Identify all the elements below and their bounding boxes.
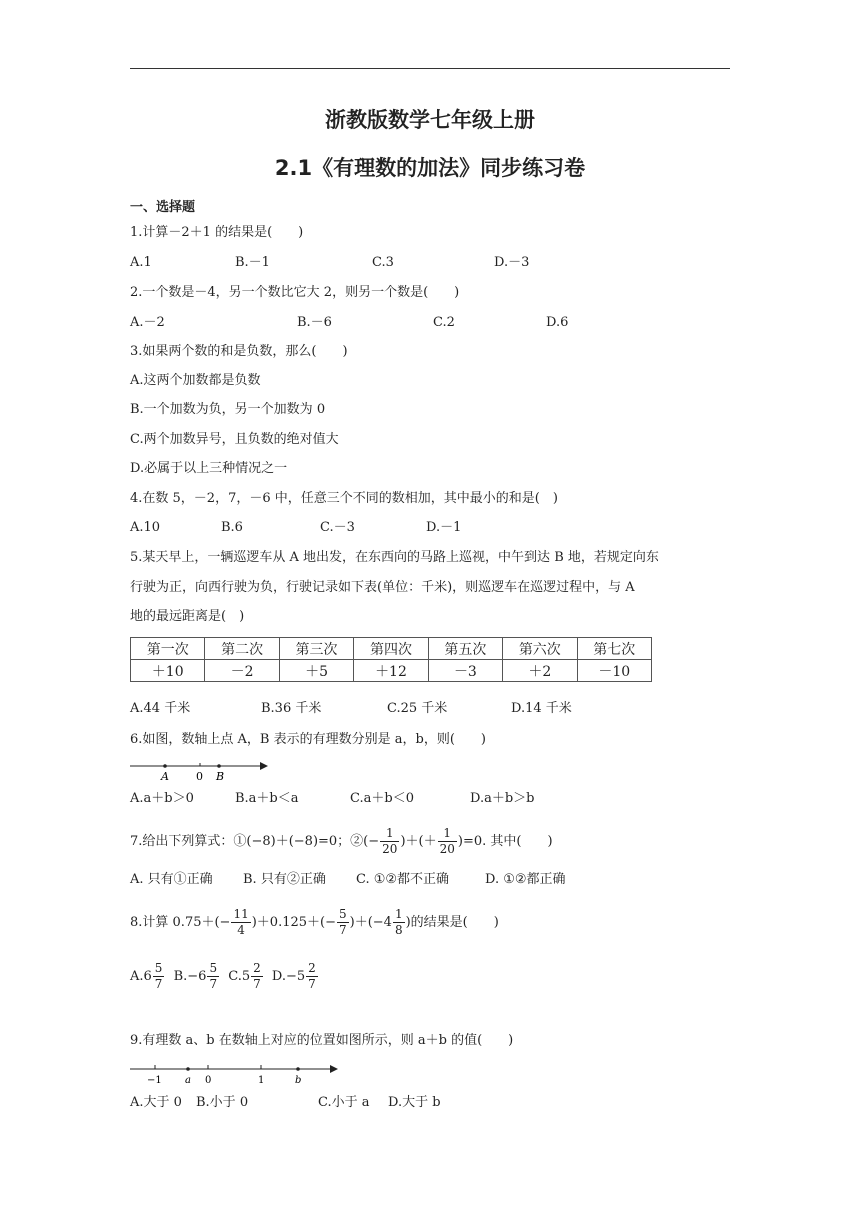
q4-option-a: A.10: [130, 520, 161, 535]
q7-option-d: D. ①②都正确: [485, 872, 566, 887]
denominator: 20: [439, 842, 455, 856]
q1-option-c: C.3: [372, 255, 394, 270]
q1-option-d: D.－3: [494, 255, 530, 270]
fraction: [207, 961, 219, 992]
table-header-cell: 第一次: [131, 638, 205, 660]
q5-option-c: C.25 千米: [387, 701, 448, 716]
numerator: 1: [438, 826, 457, 842]
q5-option-a: A.44 千米: [130, 701, 191, 716]
question-5-line-2: 行驶为正，向西行驶为负，行驶记录如下表(单位：千米)，则巡逻车在巡逻过程中，与 A: [130, 580, 635, 595]
fraction: [380, 826, 399, 857]
table-header-cell: 第五次: [428, 638, 502, 660]
q9-option-d: D.大于 b: [388, 1095, 441, 1110]
table-header-cell: 第四次: [354, 638, 428, 660]
option-prefix: C.5: [228, 969, 251, 984]
q6-option-b: B.a＋b＜a: [235, 791, 299, 806]
table-header-cell: 第六次: [503, 638, 577, 660]
table-header-cell: 第三次: [279, 638, 353, 660]
question-4: 4.在数 5，－2，7，－6 中，任意三个不同的数相加，其中最小的和是( ): [130, 491, 558, 506]
q1-option-a: A.1: [130, 255, 152, 270]
question-9: 9.有理数 a、b 在数轴上对应的位置如图所示，则 a＋b 的值( ): [130, 1033, 514, 1048]
q2-option-d: D.6: [546, 315, 569, 330]
numerator: 11: [233, 907, 249, 921]
number-line-figure-6: [130, 756, 270, 782]
table-cell: ＋2: [503, 660, 577, 682]
q6-option-a: A.a＋b＞0: [130, 791, 194, 806]
point-a: [186, 1067, 190, 1071]
q8-option-d: [271, 961, 319, 991]
q7-option-c: C. ①②都不正确: [356, 872, 450, 887]
q5-option-b: B.36 千米: [261, 701, 322, 716]
option-prefix: B.−6: [173, 969, 207, 984]
q7-text-2: )＋(＋: [400, 834, 437, 849]
point-b: [296, 1067, 300, 1071]
label-zero: 0: [205, 1075, 212, 1086]
option-prefix: A.6: [130, 969, 152, 984]
question-2: 2.一个数是－4，另一个数比它大 2，则另一个数是( ): [130, 285, 460, 300]
q8-options: [130, 961, 319, 992]
q9-option-c: C.小于 a: [318, 1095, 370, 1110]
label-a: a: [185, 1075, 191, 1086]
denominator: 4: [237, 923, 245, 937]
denominator: 7: [154, 977, 163, 991]
q8-option-a: [130, 961, 165, 991]
table-header-row: [131, 638, 652, 660]
question-1: 1.计算－2＋1 的结果是( ): [130, 225, 304, 240]
axis-arrow: [330, 1065, 338, 1073]
q4-option-b: B.6: [221, 520, 243, 535]
numerator: 2: [308, 961, 316, 975]
option-prefix: D.−5: [271, 969, 306, 984]
q3-option-a: A.这两个加数都是负数: [130, 373, 261, 388]
q2-option-c: C.2: [433, 315, 455, 330]
q7-option-a: A. 只有①正确: [130, 872, 213, 887]
table-header-cell: 第七次: [577, 638, 651, 660]
denominator: 7: [209, 977, 218, 991]
q8-text-1: 8.计算 0.75＋(−: [130, 915, 231, 930]
label-a: A: [161, 770, 169, 783]
denominator: 20: [382, 842, 398, 856]
fraction: [337, 907, 349, 938]
label-zero: 0: [196, 770, 203, 783]
table-cell: ＋5: [279, 660, 353, 682]
denominator: 7: [253, 977, 261, 991]
denominator: 7: [308, 977, 316, 991]
label-b: b: [295, 1075, 302, 1086]
denominator: 7: [339, 923, 347, 937]
numerator: 5: [339, 907, 347, 921]
fraction: [438, 826, 457, 857]
question-3: 3.如果两个数的和是负数，那么( ): [130, 344, 348, 359]
q8-text-2: )＋0.125＋(−: [251, 915, 336, 930]
header-rule: [130, 68, 730, 69]
q8-text-3: )＋(−4: [349, 915, 392, 930]
label-b: B: [216, 770, 225, 783]
axis-arrow: [260, 762, 268, 770]
table-header-cell: 第二次: [205, 638, 279, 660]
page-title: 浙教版数学七年级上册: [325, 108, 535, 132]
q8-text-4: )的结果是( ): [405, 915, 499, 930]
question-5-line-1: 5.某天早上，一辆巡逻车从 A 地出发，在东西向的马路上巡视，中午到达 B 地，若规定向东: [130, 550, 659, 565]
q9-option-a: A.大于 0: [130, 1095, 182, 1110]
q4-option-d: D.－1: [426, 520, 462, 535]
fraction: [153, 961, 165, 992]
point-a: [163, 764, 167, 768]
numerator: 1: [394, 907, 403, 921]
q3-option-c: C.两个加数异号，且负数的绝对值大: [130, 432, 339, 447]
question-8: [130, 907, 499, 938]
q7-option-b: B. 只有②正确: [243, 872, 326, 887]
q2-option-a: A.－2: [130, 315, 165, 330]
section-heading: 一、选择题: [130, 200, 196, 215]
q8-option-c: [228, 961, 264, 991]
page-subtitle: 2.1《有理数的加法》同步练习卷: [274, 156, 586, 180]
q6-option-d: D.a＋b＞b: [470, 791, 535, 806]
table-cell: －3: [428, 660, 502, 682]
denominator: 8: [394, 923, 403, 937]
question-5-line-3: 地的最远距离是( ): [130, 609, 245, 624]
label-one: 1: [258, 1075, 265, 1086]
q3-option-b: B.一个加数为负，另一个加数为 0: [130, 402, 326, 417]
numerator: 2: [253, 961, 261, 975]
fraction: [231, 907, 250, 938]
number-line-figure-9: [130, 1060, 340, 1086]
table-cell: ＋10: [131, 660, 205, 682]
label-minus-one: −1: [147, 1075, 162, 1086]
table-cell: ＋12: [354, 660, 428, 682]
point-b: [217, 764, 221, 768]
numerator: 5: [209, 961, 218, 975]
table-row: [131, 660, 652, 682]
numerator: 5: [154, 961, 163, 975]
question-6: 6.如图，数轴上点 A，B 表示的有理数分别是 a，b，则( ): [130, 732, 486, 747]
q4-option-c: C.－3: [320, 520, 355, 535]
fraction: [251, 961, 263, 992]
q8-option-b: [173, 961, 221, 991]
numerator: 1: [380, 826, 399, 842]
q9-option-b: B.小于 0: [196, 1095, 249, 1110]
q7-text-1: 7.给出下列算式：①(−8)＋(−8)=0；②(−: [130, 834, 380, 849]
q5-option-d: D.14 千米: [511, 701, 572, 716]
question-7: [130, 826, 553, 857]
q3-option-d: D.必属于以上三种情况之一: [130, 461, 288, 476]
table-cell: －10: [577, 660, 651, 682]
fraction: [306, 961, 318, 992]
q2-option-b: B.－6: [297, 315, 332, 330]
driving-record-table: [130, 637, 652, 682]
fraction: [393, 907, 405, 938]
table-cell: －2: [205, 660, 279, 682]
q6-option-c: C.a＋b＜0: [350, 791, 414, 806]
q1-option-b: B.－1: [235, 255, 270, 270]
q7-text-3: )=0. 其中( ): [457, 834, 553, 849]
